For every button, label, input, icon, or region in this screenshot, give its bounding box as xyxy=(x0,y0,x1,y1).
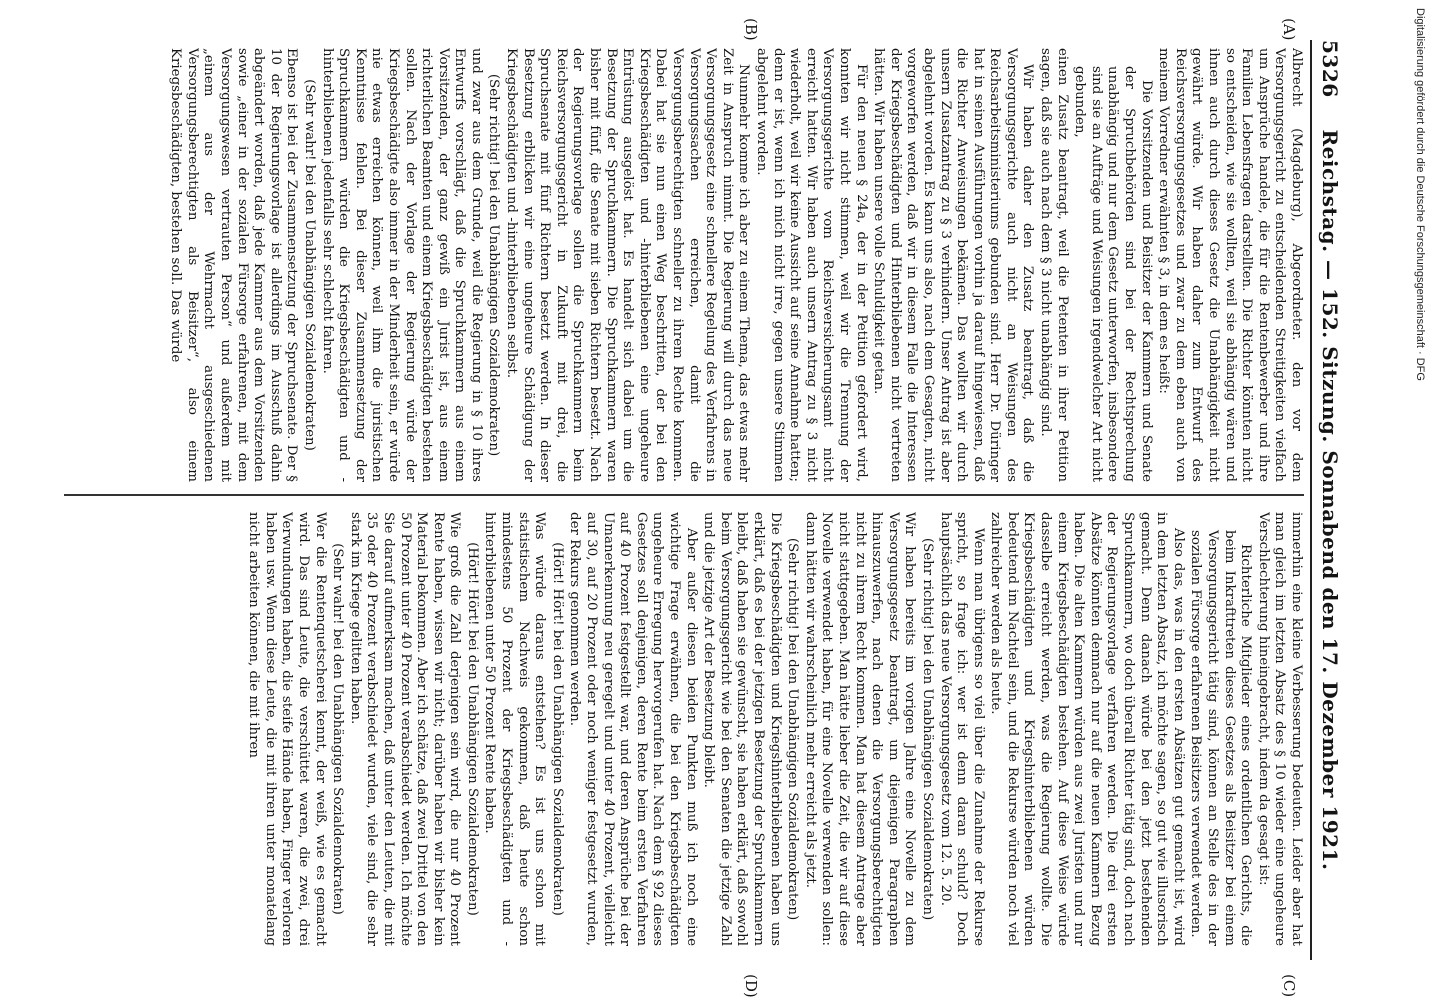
quoted-paragraph: Die Vorsitzenden und Beisitzer der Kammern und Senate der Spruchbehörden sind bei der Rechtsprechung unabhängig und nur dem Gesetz unterworfen, insbesondere sind sie an Aufträge und Weisungen irgendwelcher Art nicht gebunden, xyxy=(1072,66,1154,482)
paragraph: Wenn man übrigens so viel über die Zunahme der Rekurse spricht, so frage ich: wer ist denn daran schuld? Doch hauptsächlich das neue Versorgungsgesetz vom 12. 5. 20. xyxy=(937,512,986,946)
header-rule xyxy=(1310,40,1312,960)
credit-text: Digitalisierung gefördert durch die Deutsche Forschungsgemeinschaft · DFG xyxy=(1414,8,1426,381)
interjection: (Sehr richtig! bei den Unabhängigen Sozialdemokraten) xyxy=(486,73,502,457)
paragraph: und zwar aus dem Grunde, weil die Regierung in § 10 ihres Entwurfs vorschlägt, daß die Spruchkammern aus einem Vorsitzenden, der ganz gewiß ein Jurist ist, aus einem richterlichen Beamten und einem Kriegsbeschädigten bestehen sollen. Nach der Vorlage der Regierung würde der Kriegsbeschädigte also immer in der Minderheit sein, er würde nie etwas erreichen können, weil ihm die juristischen Kenntnisse fehlen. Bei dieser Zusammensetzung der Spruchkammern würden die Kriegsbeschädigten und -hinterbliebenen jedenfalls sehr schlecht fahren. xyxy=(319,48,484,482)
interjection: (Hört! Hört! bei den Unabhängigen Sozialdemokraten) xyxy=(549,542,565,916)
page-title: Reichstag. — 152. Sitzung. Sonnabend den 17. Dezember 1921. xyxy=(1318,129,1342,871)
paragraph: Also das, was in den ersten Absätzen gut gemacht ist, wird in dem letzten Absatz, ich möchte sagen, so gut wie illusorisch gemacht. Denn danach würde bei den jetzt bestehenden Spruchkammern, wo doch überall Richter tätig sind, doch nach der Regierungsvorlage verfahren werden. Die drei ersten Absätze könnten demnach nur auf die neuen Kammern Bezug haben. Die alten Kammern würden aus zwei Juristen und nur einem Kriegsbeschädigten bestehen. Auf diese Weise würde dasselbe erreicht werden, was die Regierung wollte. Die Kriegsbeschädigten und Kriegshinterbliebenen würden bedeutend im Nachteil sein, und die Rekurse würden noch viel zahlreicher werden als heute. xyxy=(988,512,1186,946)
paragraph: Was würde daraus entstehen? Es ist uns schon mit statistischem Nachweis gekommen, daß heute schon mindestens 50 Prozent der Kriegsbeschädigten und -hinterbliebenen unter 50 Prozent Rente haben. xyxy=(482,512,548,946)
quoted-paragraph: Richterliche Mitglieder eines ordentlichen Gerichts, die beim Inkrafttreten dieses Gesetzes als Beisitzer bei einem Versorgungsgericht tätig sind, können an Stelle des in der sozialen Fürsorge erfahrenen Beisitzers verwendet werden. xyxy=(1188,530,1254,946)
column-rule xyxy=(64,494,1304,496)
paragraph: Die Kriegsbeschädigten und Kriegshinterbliebenen haben uns erklärt, daß es bei der jetzigen Besetzung der Spruchkammern bleibt, daß haben sie gewünscht, sie haben erklärt, daß sowohl beim Versorgungsgericht wie bei den Senaten die jetzige Zahl und die jetzige Art der Besetzung bleibt. xyxy=(701,512,783,946)
paragraph: Für den neuen § 24a, der in der Petition gefordert wird, konnten wir nicht stimmen, weil wir die Trennung der Versorgungsgerichte vom Reichsversicherungsamt nicht erreicht hatten. Wir haben auch unsern Antrag zu § 3 nicht wiederholt, weil wir keine Aussicht auf seine Annahme hatten; denn er ist, wenn ich mich nicht irre, gegen unsere Stimmen abgelehnt worden. xyxy=(754,48,869,482)
paragraph: Albrecht (Magdeburg), Abgeordneter. den vor dem Versorgungsgericht zu entscheidenden Streitigkeiten vielfach um Ansprüche handele, die für die Rentenbewerber und ihre Familien Lebensfragen darstellten. Die Richter könnten nicht so entscheiden, wie sie wollten, weil sie abhängig wären und ihnen auch durch dieses Gesetz die Unabhängigkeit nicht gewährt würde. Wir haben daher zum Entwurf des Reichsversorgungsgesetzes und zwar zu dem eben auch von meinem Vorredner erwähnten § 3, in dem es heißt: xyxy=(1156,48,1304,482)
page-number: 5326 xyxy=(1318,40,1342,98)
paragraph: einen Zusatz beantragt, weil die Petenten in ihrer Petition sagen, daß sie auch nach dem § 3 nicht unabhängig sind. xyxy=(1038,48,1070,482)
interjection: (Hört! Hört! bei den Unabhängigen Sozialdemokraten) xyxy=(464,542,480,916)
interjection: (Sehr wahr! bei den Unabhängigen Sozialdemokraten) xyxy=(330,543,346,915)
paragraph: Aber außer diesen beiden Punkten muß ich noch eine wichtige Frage erwähnen, die bei den Kriegsbeschädigten ungeheure Erregung hervorgerufen hat. Nach dem § 92 dieses Gesetzes soll denjenigen, deren Rente beim ersten Verfahren auf 40 Prozent festgestellt war, und deren Ansprüche bei der Umanerkennung neu geregelt und unter 40 Prozent, vielleicht auf 30, auf 20 Prozent oder noch weniger festgesetzt wurden, der Rekurs genommen werden. xyxy=(567,512,699,946)
section-marker-a: (A) xyxy=(1280,18,1298,41)
paragraph: Wir haben bereits im vorigen Jahre eine Novelle zu dem Versorgungsgesetz beantragt, um diejenigen Paragraphen hinauszuwerfen, nach denen die Versorgungsberechtigten nicht zu ihrem Recht kommen. Man hat diesem Antrage aber nicht stattgegeben. Man hätte lieber die Zeit, die wir auf diese Novelle verwendet haben, für eine Novelle verwenden sollen: dann hätten wir wahrscheinlich mehr erreicht als jetzt. xyxy=(802,512,918,946)
paragraph: Wie groß die Zahl derjenigen sein wird, die nur 40 Prozent Rente haben, wissen wir nicht; darüber haben wir bisher kein Material bekommen. Aber ich schätze, daß zwei Drittel von den 50 Prozent unter 40 Prozent verabschiedet werden. Ich möchte Sie darauf aufmerksam machen, daß unter den Leuten, die mit 35 oder 40 Prozent verabschiedet wurden, viele sind, die sehr stark im Kriege gelitten haben. xyxy=(347,512,463,946)
paragraph: Wer die Rentenquetscherei kennt, der weiß, wie es gemacht wird. Das sind Leute, die verschüttet waren, die zwei, drei Verwundungen haben, die steife Hände haben, Finger verloren haben usw. Wenn diese Leute, die mit ihren unter monatelang nicht arbeiten können, die mit ihren xyxy=(246,512,328,946)
section-marker-d: (D) xyxy=(742,974,760,998)
section-marker-c: (C) xyxy=(1280,974,1298,998)
interjection: (Sehr richtig! bei den Unabhängigen Sozialdemokraten) xyxy=(785,537,801,921)
paragraph: Ebenso ist bei der Zusammensetzung der Spruchsenate. Der § 10 der Regierungsvorlage ist allerdings im Ausschuß dahin abgeändert worden, daß jede Kammer aus dem Vorsitzenden sowie „einer in der sozialen Fürsorge erfahrenen, mit dem Versorgungswesen vertrauten Person“ und außerdem mit „einem aus der Wehrmacht ausgeschiedenen Versorgungsberechtigten als Beisitzer“, also einem Kriegsbeschädigten, bestehen soll. Das würde xyxy=(168,48,300,482)
interjection: (Sehr richtig! bei den Unabhängigen Sozialdemokraten) xyxy=(919,537,935,921)
section-marker-b: (B) xyxy=(742,18,760,41)
right-column xyxy=(64,512,1304,946)
page-header xyxy=(1312,40,1342,960)
digitization-credit xyxy=(1392,2,1432,998)
interjection: (Sehr wahr! bei den Unabhängigen Sozialdemokraten) xyxy=(301,79,317,451)
paragraph: Nunmehr komme ich aber zu einem Thema, das etwas mehr Zeit in Anspruch nimmt. Die Regierung will durch das neue Versorgungsgesetz eine schnellere Regelung des Verfahrens in Versorgungssachen erreichen, damit die Versorgungsberechtigten schneller zu ihrem Rechte kommen. Dabei hat sie nun einen Weg beschritten, der bei den Kriegsbeschädigten und -hinterbliebenen eine ungeheure Entrüstung ausgelöst hat. Es handelt sich dabei um die Besetzung der Spruchkammern. Die Spruchkammern waren bisher mit fünf, die Senate mit sieben Richtern besetzt. Nach der Regierungsvorlage sollen die Spruchkammern beim Reichsversorgungsgericht in Zukunft mit drei, die Spruchsenate mit fünf Richtern besetzt werden. In dieser Besetzung erblicken wir eine ungeheure Schädigung der Kriegsbeschädigten und -hinterbliebenen selbst. xyxy=(504,48,752,482)
paragraph: Wir haben daher den Zusatz beantragt, daß die Versorgungsgerichte auch nicht an Weisungen des Reichsarbeitsministeriums gebunden sind. Herr Dr. Düringer hat in seinen Ausführungen vorhin ja darauf hingewiesen, daß die Richter Anweisungen bekämen. Das wollten wir durch unsern Zusatzantrag zu § 3 verhindern. Unser Antrag ist aber abgelehnt worden. Es kann uns also, nach dem Gesagten, nicht vorgeworfen werden, daß wir in diesem Falle die Interessen der Kriegsbeschädigten und Hinterbliebenen nicht vertreten hätten. Wir haben unsere volle Schuldigkeit getan. xyxy=(871,48,1036,482)
left-column xyxy=(64,48,1304,482)
paragraph: immerhin eine kleine Verbesserung bedeuten. Leider aber hat man gleich im letzten Absatz des § 10 wieder eine ungeheure Verschlechterung hineingebracht, indem da gesagt ist: xyxy=(1255,512,1304,946)
